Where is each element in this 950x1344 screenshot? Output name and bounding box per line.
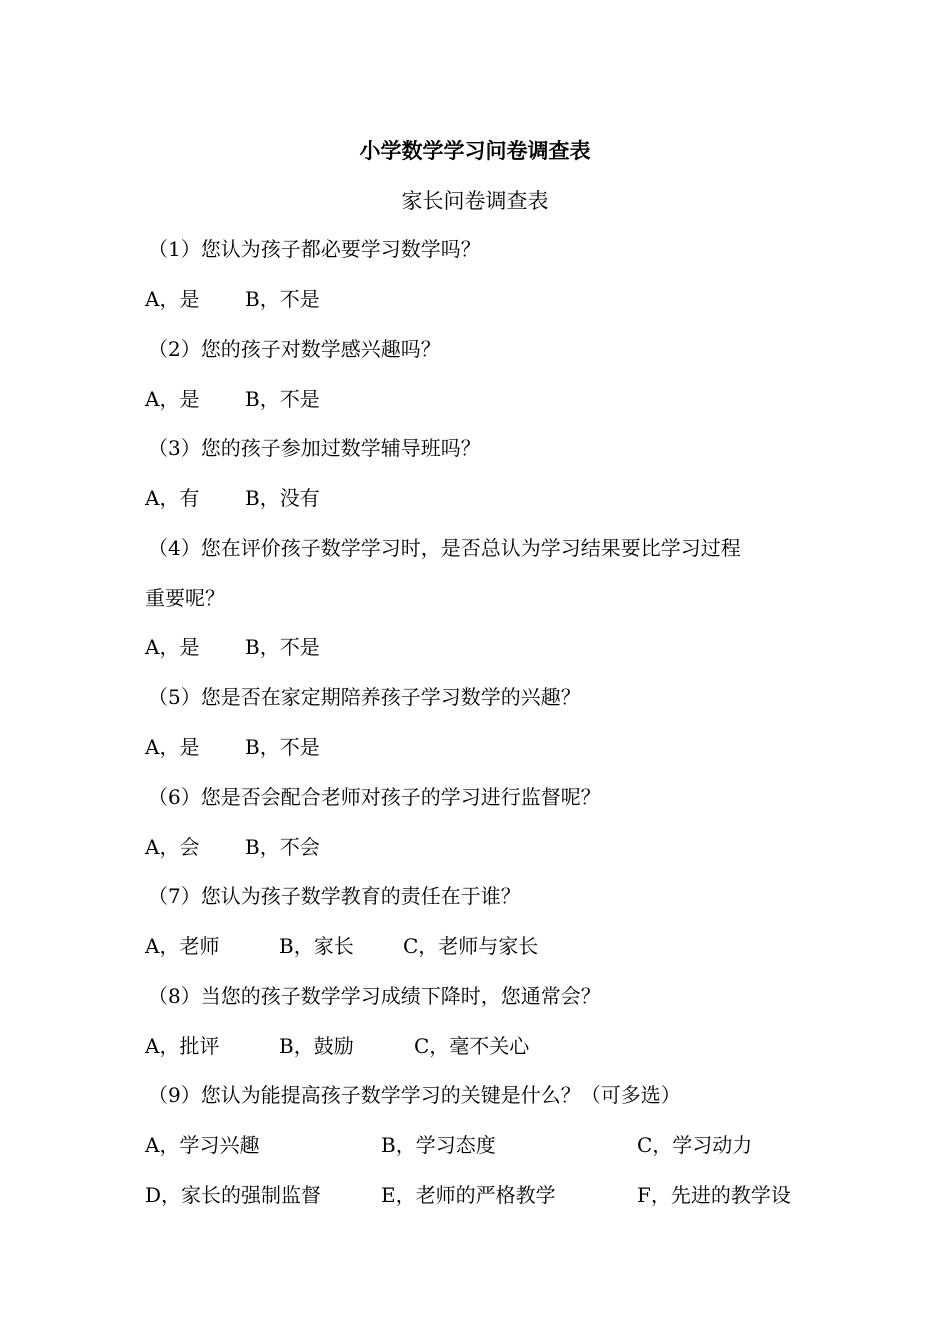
question-6: （6）您是否会配合老师对孩子的学习进行监督呢？ [148, 785, 601, 809]
question-2: （2）您的孩子对数学感兴趣吗？ [148, 337, 441, 361]
question-4-line-1: （4）您在评价孩子数学学习时，是否总认为学习结果要比学习过程 [148, 536, 741, 560]
question-9-option-a: A，学习兴趣 [145, 1133, 260, 1157]
question-4-option-b: B，不是 [245, 635, 320, 659]
question-1-option-b: B，不是 [245, 287, 320, 311]
question-8-option-a: A，批评 [145, 1034, 220, 1058]
question-8-option-c: C，毫不关心 [414, 1034, 530, 1058]
question-1: （1）您认为孩子都必要学习数学吗？ [148, 237, 481, 261]
question-6-option-a: A，会 [145, 835, 200, 859]
question-8: （8）当您的孩子数学学习成绩下降时，您通常会？ [148, 984, 601, 1008]
question-9-option-e: E，老师的严格教学 [381, 1183, 556, 1207]
question-8-option-b: B，鼓励 [279, 1034, 354, 1058]
question-5-option-a: A，是 [145, 735, 200, 759]
question-3-option-a: A，有 [145, 486, 200, 510]
document-subtitle: 家长问卷调查表 [401, 189, 549, 213]
question-4-line-2: 重要呢？ [145, 586, 225, 610]
question-7-option-c: C，老师与家长 [403, 934, 539, 958]
question-2-option-b: B，不是 [245, 387, 320, 411]
question-7: （7）您认为孩子数学教育的责任在于谁？ [148, 884, 521, 908]
question-9-option-b: B，学习态度 [381, 1133, 496, 1157]
question-1-option-a: A，是 [145, 287, 200, 311]
question-9-option-c: C，学习动力 [637, 1133, 753, 1157]
question-5: （5）您是否在家定期陪养孩子学习数学的兴趣？ [148, 685, 581, 709]
document-title: 小学数学学习问卷调查表 [359, 138, 591, 163]
question-9-option-d: D，家长的强制监督 [145, 1183, 322, 1207]
question-7-option-a: A，老师 [145, 934, 220, 958]
question-7-option-b: B，家长 [279, 934, 354, 958]
question-4-option-a: A，是 [145, 635, 200, 659]
question-2-option-a: A，是 [145, 387, 200, 411]
question-9: （9）您认为能提高孩子数学学习的关键是什么？（可多选） [148, 1083, 681, 1107]
question-9-option-f: F，先进的教学设 [637, 1183, 791, 1207]
question-3-option-b: B，没有 [245, 486, 320, 510]
question-3: （3）您的孩子参加过数学辅导班吗？ [148, 436, 481, 460]
question-5-option-b: B，不是 [245, 735, 320, 759]
question-6-option-b: B，不会 [245, 835, 320, 859]
